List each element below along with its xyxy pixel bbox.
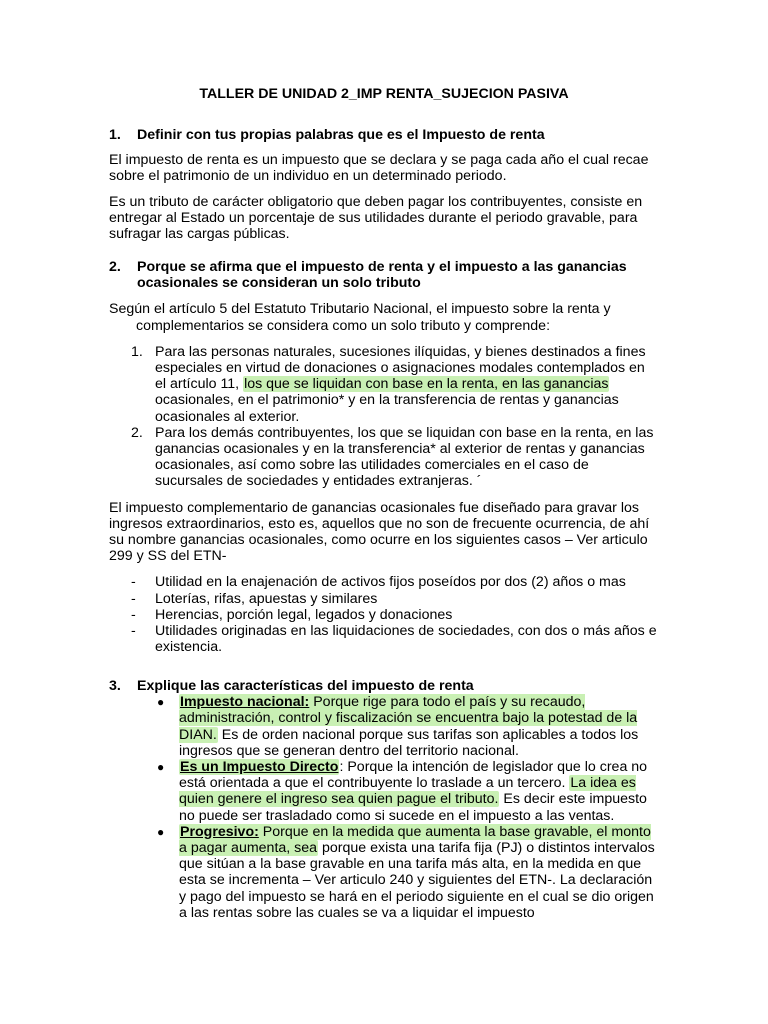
case-item <box>109 623 657 655</box>
question-1 <box>109 127 657 242</box>
characteristic-text: : Porque la intención de legislador que lo crea no está orientada a que el contribuyente lo traslade a un tercero. <box>179 759 648 792</box>
characteristic-text: Es decir este impuesto no puede ser trasladado como si sucede en el impuesto a las ventas. <box>179 791 647 824</box>
item-text: Para las personas naturales, sucesiones ilíquidas, y bienes destinados a fines especiales en virtud de donaciones o asignaciones modales contemplados en el artículo 11, <box>155 343 646 393</box>
characteristic-highlight: La idea es quien genere el ingreso sea quien pague el tributo. <box>179 775 636 808</box>
case-text: Utilidades originadas en las liquidaciones de sociedades, con dos o más años e existencia. <box>155 623 657 656</box>
question-1-heading-text: Definir con tus propias palabras que es el Impuesto de renta <box>137 127 545 143</box>
characteristic-text: Es de orden nacional porque sus tarifas son aplicables a todos los ingresos que se generan dentro del territorio nacional. <box>179 726 639 759</box>
question-3-number: 3. <box>109 678 121 694</box>
question-2-heading-line-1: Porque se afirma que el impuesto de renta y el impuesto a las ganancias <box>137 259 627 275</box>
question-2 <box>109 259 657 655</box>
question-1-paragraph-1: El impuesto de renta es un impuesto que se declara y se paga cada año el cual recae sobre el patrimonio de un individuo en un determinado periodo. <box>109 152 649 185</box>
ganancias-ocasionales-paragraph: El impuesto complementario de ganancias ocasionales fue diseñado para gravar los ingresos extraordinarios, esto es, aquellos que no son de frecuente ocurrencia, de ahí su nombre ganancias ocasionales, como ocurre en los siguientes casos – Ver articulo 299 y SS del ETN- <box>109 499 650 565</box>
cases-list <box>109 574 657 655</box>
case-item <box>109 607 657 623</box>
case-item <box>109 591 657 607</box>
case-text: Utilidad en la enajenación de activos fijos poseídos por dos (2) años o mas <box>155 574 626 591</box>
question-3-heading-text: Explique las características del impuesto de renta <box>137 678 474 694</box>
item-text: Para los demás contribuyentes, los que se liquidan con base en la renta, en las ganancias ocasionales y en la transferencia* al exterior de rentas y ganancias ocasionales, así como sobre las utilidades comerciales en el caso de sucursales de sociedades y entidades extranjeras. ´ <box>155 424 654 490</box>
bullet-marker: ● <box>157 824 165 839</box>
highlighted-label <box>179 759 339 775</box>
characteristic-highlight: Porque rige para todo el país y su recaudo, administración, control y fiscalización se encuentra bajo la potestad de la DIAN. <box>179 694 638 743</box>
bullet-marker: ● <box>157 695 165 710</box>
dash-marker: - <box>131 606 136 623</box>
question-2-number: 2. <box>109 259 121 275</box>
case-text: Herencias, porción legal, legados y donaciones <box>155 606 453 623</box>
dash-marker: - <box>131 623 136 640</box>
question-2-heading <box>109 259 657 291</box>
article-5-item-1 <box>109 344 657 425</box>
question-1-number: 1. <box>109 127 121 143</box>
list-number: 1. <box>131 343 143 360</box>
characteristic-text: porque exista una tarifa fija (PJ) o distintos intervalos que sitúan a la base gravable en una tarifa más alta, en la medida en que esta se incrementa – Ver articulo 240 y siguientes del ETN-. La declaración y pago del impuesto se hará en el periodo siguiente en el cual se dio origen a las rentas sobre las cuales se va a liquidar el impuesto <box>179 840 655 921</box>
question-1-paragraph-2: Es un tributo de carácter obligatorio que deben pagar los contribuyentes, consiste en entregar al Estado un porcentaje de sus utilidades durante el periodo gravable, para sufragar las cargas públicas. <box>109 193 643 243</box>
characteristic-highlight: Porque en la medida que aumenta la base gravable, el monto a pagar aumenta, sea <box>179 823 651 857</box>
characteristic-label: Impuesto nacional: <box>180 694 310 711</box>
characteristic-item-national <box>109 694 657 759</box>
question-3-heading <box>109 678 657 694</box>
dash-marker: - <box>131 590 136 607</box>
question-2-intro: Según el artículo 5 del Estatuto Tributario Nacional, el impuesto sobre la renta y complementarios se considera como un solo tributo y comprende: <box>109 301 611 334</box>
question-3 <box>109 678 657 921</box>
article-5-item-2 <box>109 425 657 490</box>
case-item <box>109 574 657 590</box>
question-2-heading-line-2: ocasionales se consideran un solo tributo <box>137 275 421 292</box>
characteristic-item-progressive <box>109 824 657 921</box>
characteristic-label: Es un Impuesto Directo <box>180 759 339 776</box>
list-number: 2. <box>131 424 143 441</box>
dash-marker: - <box>131 574 136 591</box>
case-text: Loterías, rifas, apuestas y similares <box>155 590 378 607</box>
question-1-heading <box>109 127 657 143</box>
bullet-marker: ● <box>157 760 165 775</box>
characteristic-item-direct <box>109 759 657 824</box>
highlighted-text: los que se liquidan con base en la renta, en las ganancias <box>244 376 609 393</box>
item-text: ocasionales, en el patrimonio* y en la transferencia de rentas y ganancias ocasionales al exterior. <box>155 392 619 425</box>
document-title: TALLER DE UNIDAD 2_IMP RENTA_SUJECION PASIVA <box>199 86 569 102</box>
article-5-list <box>109 344 657 490</box>
characteristics-list <box>109 694 657 921</box>
characteristic-label: Progresivo: <box>180 823 259 840</box>
